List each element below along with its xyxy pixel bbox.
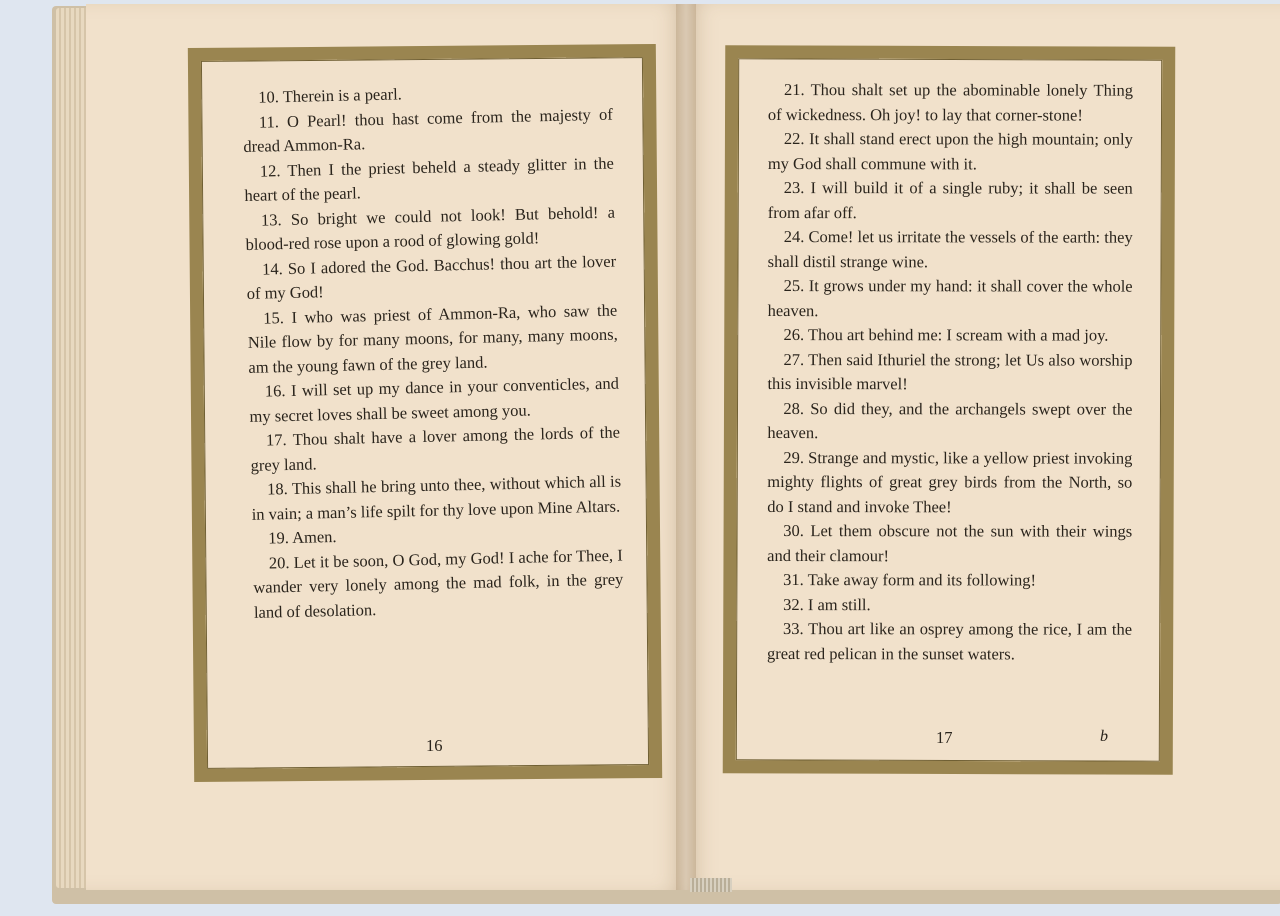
book-gutter bbox=[676, 4, 696, 890]
right-page-text bbox=[767, 78, 1133, 667]
verse: 14. So I adored the God. Bacchus! thou art the lover of my God! bbox=[246, 251, 617, 303]
verse: 21. Thou shalt set up the abominable lonely Thing of wickedness. Oh joy! to lay that corner-stone! bbox=[767, 80, 1133, 125]
verse: 18. This shall he bring unto thee, without which all is in vain; a man’s life spilt for thy love upon Mine Altars. bbox=[251, 471, 622, 524]
verse: 12. Then I the priest beheld a steady glitter in the heart of the pearl. bbox=[244, 153, 615, 205]
left-page-number: 16 bbox=[426, 736, 443, 755]
verse: 27. Then said Ithuriel the strong; let Us also worship this invisible marvel! bbox=[767, 349, 1133, 394]
binding-thread bbox=[690, 878, 732, 892]
verse: 23. I will build it of a single ruby; it shall be seen from afar off. bbox=[767, 178, 1133, 222]
verse: 20. Let it be soon, O God, my God! I ache for Thee, I wander very lonely among the mad folk, in the grey land of desolation. bbox=[253, 544, 624, 622]
verse: 13. So bright we could not look! But behold! a blood-red rose upon a rood of glowing gold! bbox=[245, 202, 616, 254]
verse: 32. I am still. bbox=[783, 594, 871, 614]
verse: 19. Amen. bbox=[268, 526, 337, 548]
verse: 24. Come! let us irritate the vessels of the earth: they shall distil strange wine. bbox=[767, 227, 1133, 271]
verse: 11. O Pearl! thou hast come from the majesty of dread Ammon-Ra. bbox=[243, 104, 613, 156]
left-page-text bbox=[242, 78, 624, 625]
right-page-number: 17 bbox=[936, 728, 953, 747]
verse: 16. I will set up my dance in your conventicles, and my secret loves shall be sweet among you. bbox=[249, 373, 620, 426]
verse: 17. Thou shalt have a lover among the lords of the grey land. bbox=[250, 422, 621, 475]
verse: 29. Strange and mystic, like a yellow priest invoking mighty flights of great grey birds from the North, so do I stand and invoke Thee! bbox=[767, 447, 1133, 516]
verse: 28. So did they, and the archangels swept over the heaven. bbox=[767, 398, 1133, 443]
verse: 10. Therein is a pearl. bbox=[258, 84, 402, 107]
verse: 15. I who was priest of Ammon-Ra, who saw the Nile flow by for many moons, for many, many moons, am the young fawn of the grey land. bbox=[247, 300, 618, 377]
verse: 33. Thou art like an osprey among the rice, I am the great red pelican in the sunset waters. bbox=[766, 619, 1133, 663]
verse: 31. Take away form and its following! bbox=[783, 570, 1037, 590]
verse: 30. Let them obscure not the sun with their wings and their clamour! bbox=[767, 521, 1133, 565]
signature-mark: b bbox=[1100, 728, 1108, 745]
verse: 22. It shall stand erect upon the high mountain; only my God shall commune with it. bbox=[767, 129, 1133, 173]
verse: 25. It grows under my hand: it shall cover the whole heaven. bbox=[767, 276, 1133, 320]
verse: 26. Thou art behind me: I scream with a mad joy. bbox=[783, 325, 1109, 345]
